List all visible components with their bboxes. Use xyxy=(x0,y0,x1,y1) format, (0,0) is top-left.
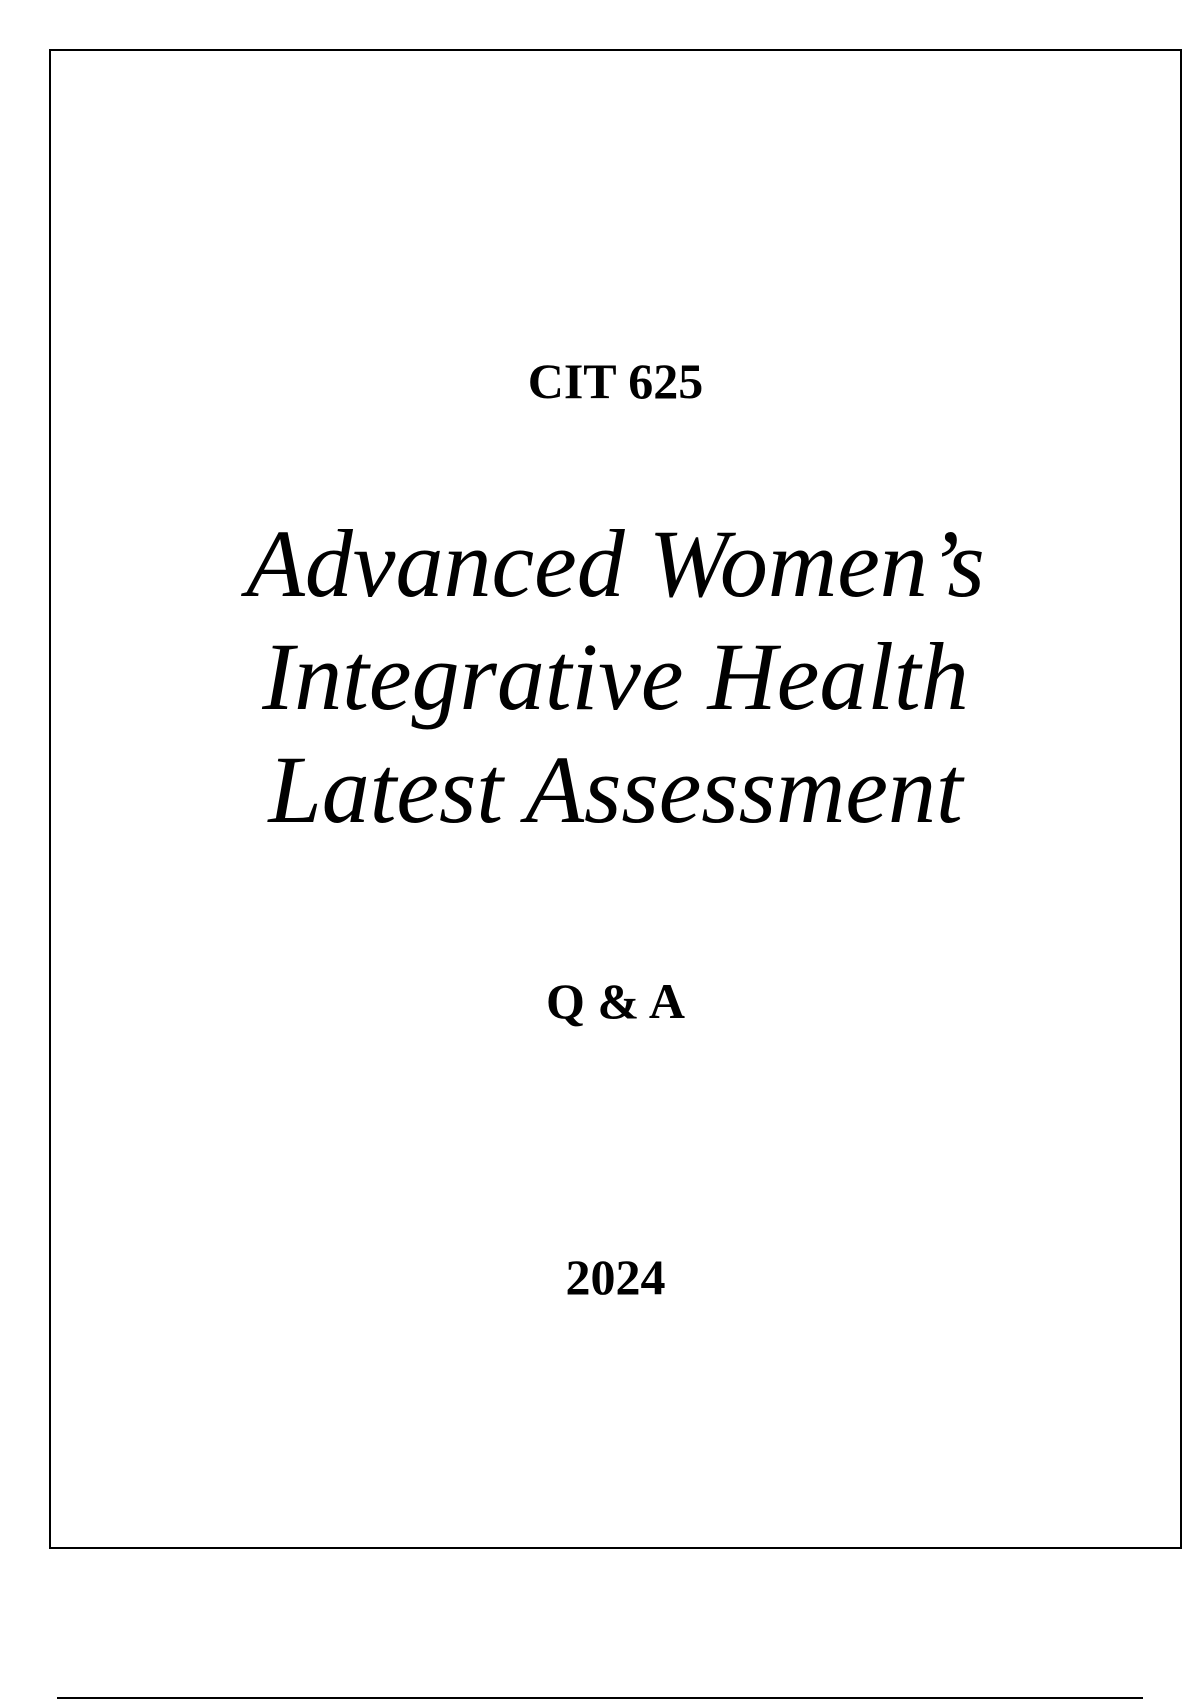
title-line: Advanced Women’s xyxy=(246,510,985,617)
document-title xyxy=(51,507,1180,846)
title-line: Integrative Health xyxy=(262,623,969,730)
year-label: 2024 xyxy=(565,1249,666,1305)
footer-rule xyxy=(57,1697,1143,1699)
title-line: Latest Assessment xyxy=(268,736,963,843)
course-code: CIT 625 xyxy=(527,353,704,409)
cover-frame xyxy=(49,49,1182,1549)
qa-label: Q & A xyxy=(546,973,685,1029)
